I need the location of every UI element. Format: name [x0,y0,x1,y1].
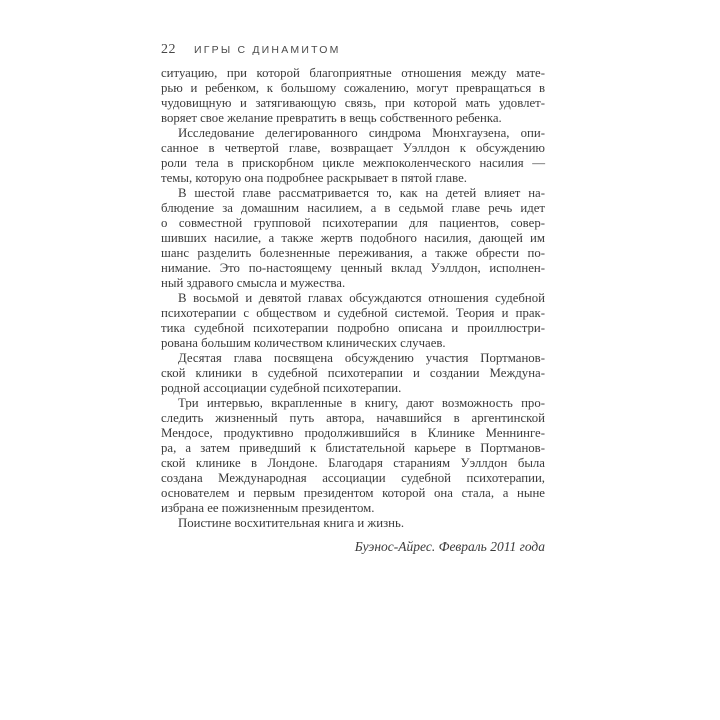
text-line: избрана ее пожизненным президентом. [161,501,375,515]
text-line: санное в четвертой главе, возвращает Уэллдон к обсуждению [161,141,545,155]
paragraph [161,291,545,351]
text-line: нимание. Это по-настоящему ценный вклад Уэллдон, исполнен- [161,261,545,275]
text-line: темы, которую она подробнее раскрывает в пятой главе. [161,171,467,185]
page-header [161,40,545,58]
text-line: создана Международная ассоциации судебной психотерапии, [161,471,545,485]
text-line: родной ассоциации судебной психотерапии. [161,381,402,395]
paragraph [161,516,545,531]
text-line: шанс разделить болезненные переживания, а также обрести по- [161,246,545,260]
text-line: блюдение за домашним насилием, а в седьмой главе речь идет [161,201,545,215]
text-line: рью и ребенком, к большому сожалению, могут превращаться в [161,81,545,95]
text-line: шивших насилие, а также жертв подобного насилия, дающей им [161,231,545,245]
text-line: психотерапии с обществом и судебной системой. Теория и прак- [161,306,545,320]
text-line: Поистине восхитительная книга и жизнь. [178,516,405,530]
text-line: Исследование делегированного синдрома Мюнхгаузена, опи- [178,126,545,140]
text-line: Десятая глава посвящена обсуждению участия Портманов- [178,351,545,365]
running-title: ИГРЫ С ДИНАМИТОМ [194,44,341,56]
text-line: ный здравого смысла и мужества. [161,276,346,290]
text-line: роли тела в прискорбном цикле межпоколенческого насилия — [161,156,545,170]
text-line: В восьмой и девятой главах обсуждаются отношения судебной [178,291,545,305]
paragraph [161,396,545,516]
paragraph [161,66,545,126]
paragraph [161,126,545,186]
text-line: рована большим количеством клинических случаев. [161,336,446,350]
text-line: ситуацию, при которой благоприятные отношения между мате- [161,66,545,80]
text-line: ской клинике в Лондоне. Благодаря стараниям Уэллдон была [161,456,545,470]
text-line: тика судебной психотерапии подробно описана и проиллюстри- [161,321,545,335]
paragraph [161,351,545,396]
text-line: следить жизненный путь автора, начавшийся в аргентинской [161,411,545,425]
text-line: чудовищную и затягивающую связь, при которой мать удовлет- [161,96,545,110]
text-line: В шестой главе рассматривается то, как на детей влияет на- [178,186,545,200]
text-line: основателем и первым президентом которой она стала, а ныне [161,486,545,500]
text-line: Три интервью, вкрапленные в книгу, дают возможность про- [178,396,545,410]
body-text [161,66,545,554]
text-line: о совместной групповой психотерапии для пациентов, совер- [161,216,545,230]
signature-line: Буэнос-Айрес. Февраль 2011 года [354,539,545,554]
paragraph [161,186,545,291]
page-number: 22 [161,42,176,57]
text-line: ра, а затем приведший к блистательной карьере в Портманов- [161,441,545,455]
text-line: воряет свое желание превратить в вещь собственного ребенка. [161,111,502,125]
text-line: Мендосе, продуктивно продолжившийся в Клинике Меннинге- [161,426,545,440]
text-line: ской клиники в судебной психотерапии и создании Междуна- [161,366,545,380]
